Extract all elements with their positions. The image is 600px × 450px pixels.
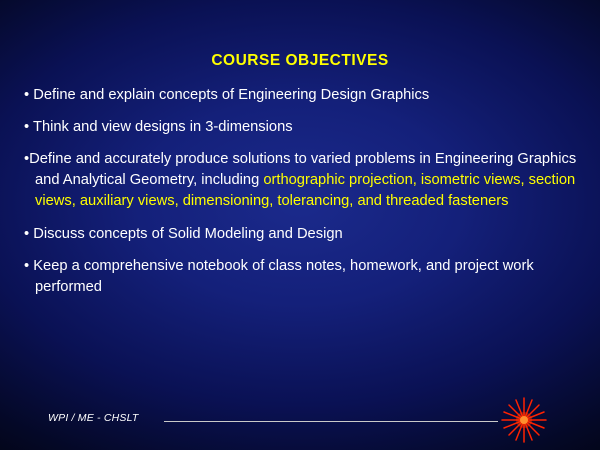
list-item — [24, 85, 580, 106]
list-item-label: Define and explain concepts of Engineering Design Graphics — [33, 87, 430, 103]
list-item — [24, 149, 580, 212]
list-item-label: Define and accurately produce solutions to varied problems in Engineering Graphics and Analytical Geometry, including — [29, 150, 577, 188]
bullet-marker-icon: • — [24, 118, 30, 135]
bullet-marker-icon: • — [24, 87, 30, 103]
list-item — [24, 117, 580, 138]
footer-divider — [164, 421, 498, 422]
list-item-label: Discuss concepts of Solid Modeling and Design — [33, 226, 343, 243]
bullet-marker-icon: • — [24, 226, 30, 243]
list-item-label: Keep a comprehensive notebook of class notes, homework, and project work performed — [33, 258, 534, 296]
page-title: COURSE OBJECTIVES — [211, 52, 389, 69]
bullet-list — [24, 85, 580, 309]
list-item — [24, 256, 580, 298]
list-item — [24, 224, 580, 245]
starburst-icon — [496, 396, 552, 444]
list-item-label: Think and view designs in 3-dimensions — [32, 118, 293, 135]
bullet-marker-icon: • — [24, 258, 30, 275]
list-item-highlight: orthographic projection, isometric views, section views, auxiliary views, dimensioning, tolerancing, and threaded fasteners — [35, 171, 576, 209]
bullet-marker-icon: • — [24, 150, 30, 167]
footer-label: WPI / ME - CHSLT — [48, 412, 139, 424]
